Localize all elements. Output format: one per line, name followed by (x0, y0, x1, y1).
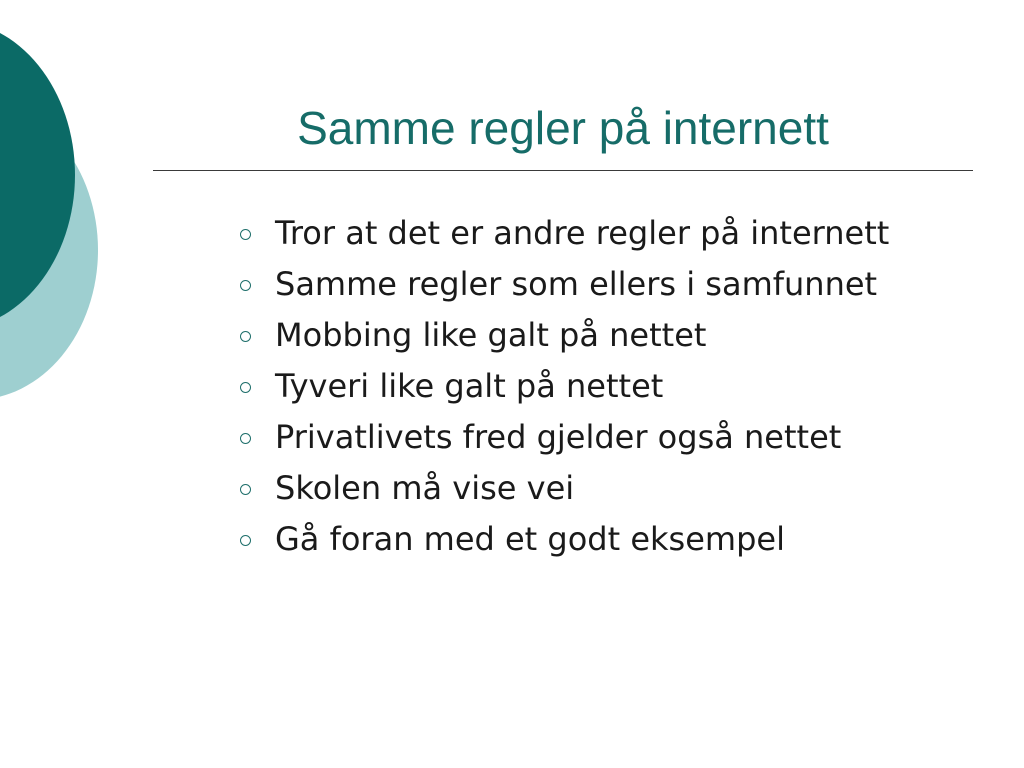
bullet-item (236, 365, 976, 407)
bullet-text: Mobbing like galt på nettet (275, 316, 707, 354)
bullet-circle-icon (240, 331, 251, 342)
bullet-circle-icon (240, 382, 251, 393)
bullet-circle-icon (240, 535, 251, 546)
bullet-item (236, 416, 976, 458)
bullet-item (236, 212, 976, 254)
slide-title: Samme regler på internett (297, 102, 829, 154)
bullet-circle-icon (240, 229, 251, 240)
bullet-circle-icon (240, 484, 251, 495)
bullet-text: Tror at det er andre regler på internett (275, 214, 890, 252)
bullet-list (236, 212, 976, 569)
bullet-circle-icon (240, 433, 251, 444)
bullet-text: Gå foran med et godt eksempel (275, 520, 785, 558)
bullet-text: Tyveri like galt på nettet (275, 367, 664, 405)
title-divider (153, 170, 973, 171)
bullet-item (236, 314, 976, 356)
bullet-item (236, 467, 976, 509)
bullet-text: Privatlivets fred gjelder også nettet (275, 418, 842, 456)
bullet-circle-icon (240, 280, 251, 291)
bullet-item (236, 263, 976, 305)
bullet-text: Samme regler som ellers i samfunnet (275, 265, 878, 303)
bullet-text: Skolen må vise vei (275, 469, 575, 507)
bullet-item (236, 518, 976, 560)
